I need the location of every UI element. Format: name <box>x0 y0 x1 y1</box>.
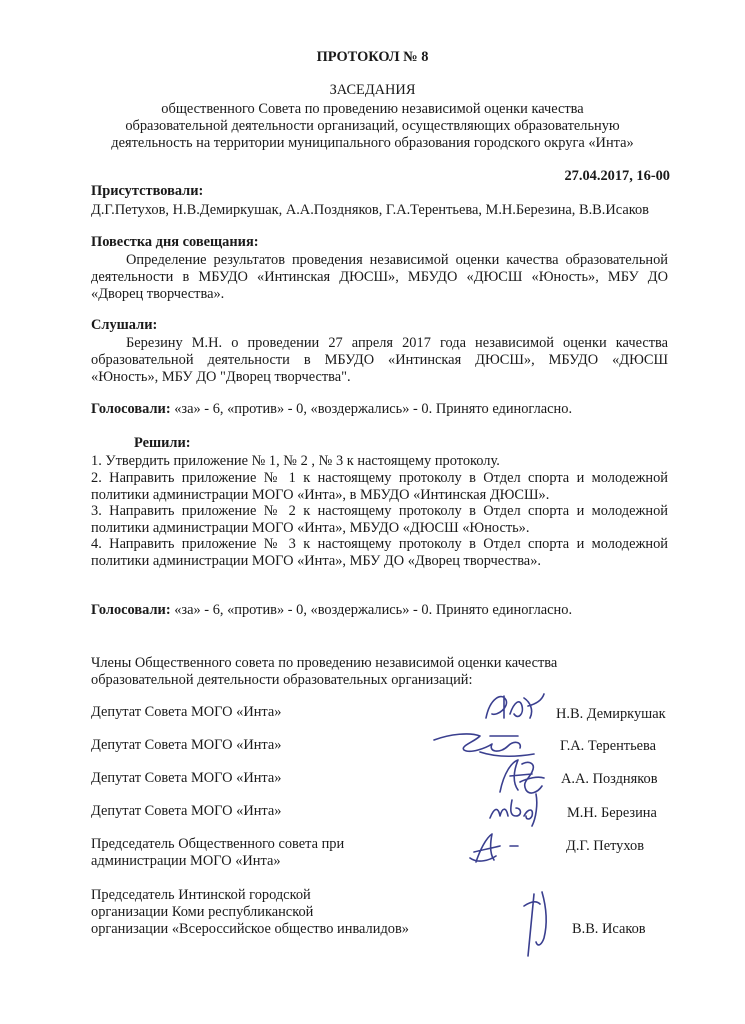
signatory-role: администрации МОГО «Инта» <box>91 853 281 869</box>
vote-text: «за» - 6, «против» - 0, «воздержались» - 0. Принято единогласно. <box>170 602 573 618</box>
agenda-line: «Дворец творчества». <box>91 286 225 302</box>
vote-result <box>91 602 572 618</box>
protocol-title: ПРОТОКОЛ № 8 <box>316 49 429 65</box>
meeting-subtitle: ЗАСЕДАНИЯ <box>329 82 416 98</box>
present-names: Д.Г.Петухов, Н.В.Демиркушак, А.А.Поздняков, Г.А.Терентьева, М.Н.Березина, В.В.Исаков <box>91 202 649 218</box>
signatory-role: Депутат Совета МОГО «Инта» <box>91 704 282 720</box>
decision-line: 2. Направить приложение № 1 к настоящему протоколу в Отдел спорта и молодежной <box>91 470 668 486</box>
decision-line: 4. Направить приложение № 3 к настоящему протоколу в Отдел спорта и молодежной <box>91 536 668 552</box>
vote-text: «за» - 6, «против» - 0, «воздержались» - 0. Принято единогласно. <box>170 401 573 417</box>
signatory-name: Г.А. Терентьева <box>560 738 657 754</box>
decision-line: 1. Утвердить приложение № 1, № 2 , № 3 к настоящему протоколу. <box>91 453 500 469</box>
decision-line: политики администрации МОГО «Инта», МБУДО «ДЮСШ «Юность». <box>91 520 530 536</box>
heading-line: образовательной деятельности организаций, осуществляющих образовательную <box>125 118 620 134</box>
signatory-name: М.Н. Березина <box>567 805 657 821</box>
decision-line: политики администрации МОГО «Инта», в МБУДО «Интинская ДЮСШ». <box>91 487 550 503</box>
present-label: Присутствовали: <box>91 183 204 199</box>
agenda-line: деятельности в МБУДО «Интинская ДЮСШ», МБУДО «ДЮСШ «Юность», МБУ ДО <box>91 269 668 285</box>
signature-isakov <box>512 886 562 962</box>
heading-line: общественного Совета по проведению независимой оценки качества <box>161 101 584 117</box>
heard-line: образовательной деятельности в МБУДО «Интинская ДЮСШ», МБУДО «ДЮСШ <box>91 352 668 368</box>
meeting-date: 27.04.2017, 16-00 <box>564 168 670 184</box>
vote-label: Голосовали: <box>91 602 171 618</box>
signatory-role: организации Коми республиканской <box>91 904 314 920</box>
members-line: образовательной деятельности образовательных организаций: <box>91 672 473 688</box>
decision-line: политики администрации МОГО «Инта», МБУ ДО «Дворец творчества». <box>91 553 541 569</box>
agenda-label: Повестка дня совещания: <box>91 234 259 250</box>
vote-result <box>91 401 572 417</box>
signatory-name: В.В. Исаков <box>572 921 646 937</box>
heard-line: «Юность», МБУ ДО "Дворец творчества". <box>91 369 351 385</box>
decided-label: Решили: <box>134 435 191 451</box>
agenda-line: Определение результатов проведения независимой оценки качества образовательной <box>126 252 668 268</box>
signatory-name: Н.В. Демиркушак <box>556 706 666 722</box>
vote-label: Голосовали: <box>91 401 171 417</box>
signatory-role: Депутат Совета МОГО «Инта» <box>91 737 282 753</box>
signatory-name: Д.Г. Петухов <box>566 838 645 854</box>
signatory-name: А.А. Поздняков <box>561 771 658 787</box>
signatory-role: Депутат Совета МОГО «Инта» <box>91 770 282 786</box>
decision-line: 3. Направить приложение № 2 к настоящему протоколу в Отдел спорта и молодежной <box>91 503 668 519</box>
signatory-role: Председатель Общественного совета при <box>91 836 345 852</box>
heading-line: деятельность на территории муниципального образования городского округа «Инта» <box>111 135 634 151</box>
heard-label: Слушали: <box>91 317 158 333</box>
heard-line: Березину М.Н. о проведении 27 апреля 2017 года независимой оценки качества <box>126 335 668 351</box>
signature-berezina <box>486 790 546 830</box>
signatory-role: Председатель Интинской городской <box>91 887 311 903</box>
signatory-role: организации «Всероссийское общество инвалидов» <box>91 921 409 937</box>
signature-demirkushak <box>480 688 550 728</box>
signatory-role: Депутат Совета МОГО «Инта» <box>91 803 282 819</box>
members-line: Члены Общественного совета по проведению независимой оценки качества <box>91 655 558 671</box>
signature-petukhov <box>466 828 526 868</box>
